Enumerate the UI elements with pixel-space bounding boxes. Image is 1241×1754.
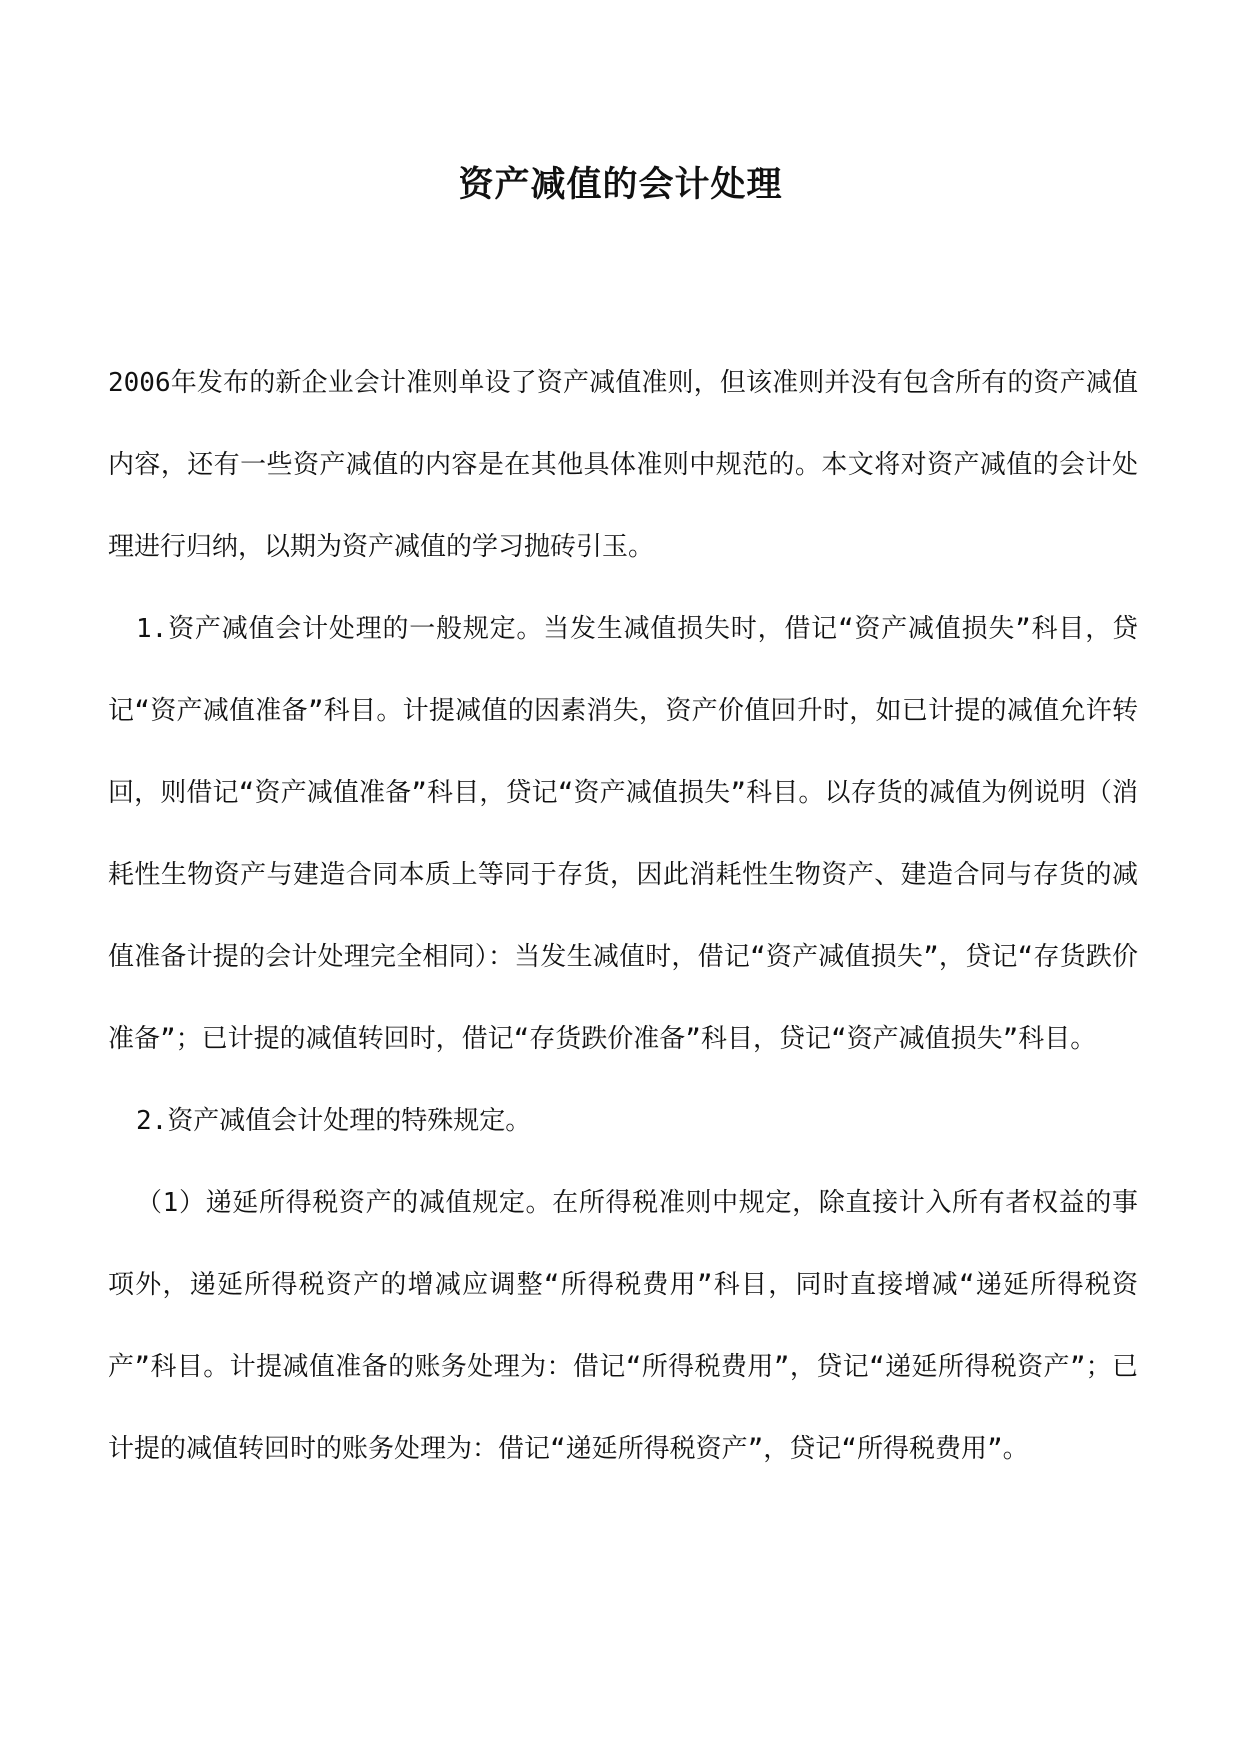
- paragraph-intro: 2006年发布的新企业会计准则单设了资产减值准则，但该准则并没有包含所有的资产减值内容，还有一些资产减值的内容是在其他具体准则中规范的。本文将对资产减值的会计处理进行归纳，以期为资产减值的学习抛砖引玉。: [108, 368, 1138, 562]
- paragraph-general-rules: 1.资产减值会计处理的一般规定。当发生减值损失时，借记“资产减值损失”科目，贷记“资产减值准备”科目。计提减值的因素消失，资产价值回升时，如已计提的减值允许转回，则借记“资产减值准备”科目，贷记“资产减值损失”科目。以存货的减值为例说明（消耗性生物资产与建造合同本质上等同于存货，因此消耗性生物资产、建造合同与存货的减值准备计提的会计处理完全相同）：当发生减值时，借记“资产减值损失”，贷记“存货跌价准备”；已计提的减值转回时，借记“存货跌价准备”科目，贷记“资产减值损失”科目。: [108, 614, 1138, 1054]
- paragraph-special-rules-heading: 2.资产减值会计处理的特殊规定。: [136, 1106, 532, 1136]
- document-body: [108, 342, 1138, 1490]
- document-title: 资产减值的会计处理: [458, 164, 783, 205]
- paragraph-deferred-tax-assets: （1）递延所得税资产的减值规定。在所得税准则中规定，除直接计入所有者权益的事项外，递延所得税资产的增减应调整“所得税费用”科目，同时直接增减“递延所得税资产”科目。计提减值准备的账务处理为：借记“所得税费用”，贷记“递延所得税资产”；已计提的减值转回时的账务处理为：借记“递延所得税资产”，贷记“所得税费用”。: [108, 1188, 1138, 1464]
